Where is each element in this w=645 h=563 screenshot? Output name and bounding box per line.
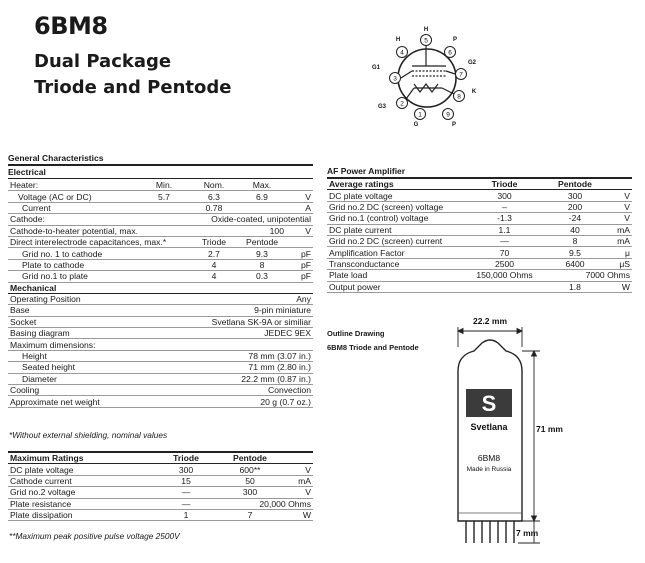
- pin-name: G3: [377, 104, 387, 110]
- c2h-label: Cathode-to-heater potential, max.: [8, 225, 238, 236]
- table-row: [8, 316, 313, 327]
- voltage-unit: V: [286, 191, 313, 202]
- general-footnote: *Without external shielding, nominal values: [9, 430, 168, 440]
- max-ratings-heading: Maximum Ratings: [8, 453, 158, 464]
- voltage-label: Voltage (AC or DC): [8, 191, 138, 202]
- af-amp-table: [327, 179, 632, 293]
- current-label: Current: [8, 202, 138, 213]
- section-electrical-heading: Electrical: [8, 167, 46, 177]
- table-row: [8, 362, 313, 373]
- table-row: [327, 247, 632, 258]
- height-value: 78 mm (3.07 in.): [190, 350, 313, 361]
- pin-name: H: [395, 37, 401, 43]
- outline-heading: Outline Drawing: [327, 329, 385, 338]
- row-pentode: 300: [542, 190, 608, 201]
- table-row: [327, 201, 632, 212]
- cooling-label: Cooling: [8, 385, 190, 396]
- table-row: [8, 464, 313, 475]
- row-unit: V: [286, 464, 313, 475]
- cap1-label: Grid no. 1 to cathode: [8, 248, 190, 259]
- cap1-triode: 2.7: [190, 248, 238, 259]
- cap1-pentode: 9.3: [238, 248, 286, 259]
- row-pentode: 300: [214, 487, 286, 498]
- voltage-max: 6.9: [238, 191, 286, 202]
- row-unit: mA: [286, 475, 313, 486]
- cathode-value: Oxide-coated, unipotential: [138, 214, 313, 225]
- table-row: [327, 235, 632, 246]
- table-row: [8, 385, 313, 396]
- row-triode: 15: [158, 475, 214, 486]
- dim-pins: 7 mm: [516, 528, 539, 538]
- row-triode: —: [158, 498, 214, 509]
- af-sub-label: Average ratings: [327, 179, 467, 190]
- row-label: DC plate current: [327, 224, 467, 235]
- col-min: Min.: [138, 180, 190, 191]
- pin-label: 3: [393, 75, 397, 83]
- seated-label: Seated height: [8, 362, 190, 373]
- table-row: [8, 225, 313, 236]
- outline-subheading: 6BM8 Triode and Pentode: [327, 343, 419, 352]
- voltage-min: 5.7: [138, 191, 190, 202]
- table-row: [8, 339, 313, 350]
- tube-origin: Made in Russia: [466, 466, 512, 473]
- row-label: Plate dissipation: [8, 509, 158, 520]
- current-nom: 0.78: [190, 202, 238, 213]
- row-pentode: 600**: [214, 464, 286, 475]
- row-label: Amplification Factor: [327, 247, 467, 258]
- row-pentode: 7000 Ohms: [542, 270, 632, 281]
- pin-name: G2: [467, 60, 477, 66]
- table-row: [8, 487, 313, 498]
- row-triode: 2500: [467, 258, 542, 269]
- electrical-table: [8, 180, 313, 408]
- table-row: [8, 328, 313, 339]
- col-triode: Triode: [467, 179, 542, 190]
- voltage-nom: 6.3: [190, 191, 238, 202]
- page-title: 6BM8: [34, 12, 108, 40]
- table-row: [327, 270, 632, 281]
- col-pentode: Pentode: [214, 453, 286, 464]
- row-label: Transconductance: [327, 258, 467, 269]
- af-amp-heading: AF Power Amplifier: [327, 166, 406, 176]
- table-row: [8, 202, 313, 213]
- seated-value: 71 mm (2.80 in.): [190, 362, 313, 373]
- row-triode: 1: [158, 509, 214, 520]
- table-row: [8, 180, 313, 191]
- table-row: [8, 475, 313, 486]
- dim-height: 71 mm: [536, 424, 563, 434]
- col-nom: Nom.: [190, 180, 238, 191]
- c2h-unit: V: [286, 225, 313, 236]
- table-row: [8, 453, 313, 464]
- pin-name: P: [452, 37, 458, 43]
- row-label: Plate resistance: [8, 498, 158, 509]
- height-label: Height: [8, 350, 190, 361]
- table-row: [8, 214, 313, 225]
- table-row: [8, 396, 313, 407]
- row-triode: [467, 281, 542, 292]
- table-row: [8, 498, 313, 509]
- row-triode: 300: [158, 464, 214, 475]
- cap1-unit: pF: [286, 248, 313, 259]
- table-row: [327, 179, 632, 190]
- tube-outline-drawing: [430, 313, 570, 559]
- table-row: [8, 282, 313, 293]
- row-unit: V: [608, 190, 632, 201]
- pin-label: 8: [457, 93, 461, 101]
- row-pentode: 8: [542, 235, 608, 246]
- basing-label: Basing diagram: [8, 328, 190, 339]
- table-row: [8, 236, 313, 247]
- table-row: [327, 224, 632, 235]
- row-triode: –: [467, 201, 542, 212]
- row-unit: W: [608, 281, 632, 292]
- table-row: [8, 305, 313, 316]
- row-pentode: 50: [214, 475, 286, 486]
- subtitle-line-1: Dual Package: [34, 51, 172, 72]
- cap2-triode: 4: [190, 259, 238, 270]
- table-row: [327, 258, 632, 269]
- op-label: Operating Position: [8, 293, 190, 304]
- socket-label: Socket: [8, 316, 138, 327]
- cap2-pentode: 8: [238, 259, 286, 270]
- row-unit: V: [286, 487, 313, 498]
- row-label: Grid no.1 (control) voltage: [327, 213, 467, 224]
- heater-label: Heater:: [8, 180, 138, 191]
- pin-name: G1: [371, 65, 381, 71]
- table-row: [8, 271, 313, 282]
- section-mechanical-heading: Mechanical: [8, 282, 313, 293]
- current-unit: A: [286, 202, 313, 213]
- row-pentode: 7: [214, 509, 286, 520]
- row-triode: 70: [467, 247, 542, 258]
- cathode-label: Cathode:: [8, 214, 138, 225]
- cap3-triode: 4: [190, 271, 238, 282]
- table-row: [8, 191, 313, 202]
- pin-name: P: [451, 122, 457, 128]
- pin-label: 6: [448, 49, 452, 57]
- row-unit: mA: [608, 235, 632, 246]
- row-triode: 300: [467, 190, 542, 201]
- weight-value: 20 g (0.7 oz.): [190, 396, 313, 407]
- dic-label: Direct interelectrode capacitances, max.*: [8, 236, 190, 247]
- row-unit: μ: [608, 247, 632, 258]
- dic-triode: Triode: [190, 236, 238, 247]
- brand-name: Svetlana: [470, 422, 508, 432]
- row-pentode: 40: [542, 224, 608, 235]
- c2h-value: 100: [238, 225, 286, 236]
- cap2-unit: pF: [286, 259, 313, 270]
- cooling-value: Convection: [190, 385, 313, 396]
- col-pentode: Pentode: [542, 179, 608, 190]
- row-label: Grid no.2 DC (screen) current: [327, 235, 467, 246]
- pin-name: H: [423, 27, 429, 33]
- row-unit: V: [608, 201, 632, 212]
- row-unit: mA: [608, 224, 632, 235]
- dic-pentode: Pentode: [238, 236, 286, 247]
- tube-model: 6BM8: [477, 453, 501, 463]
- row-label: DC plate voltage: [8, 464, 158, 475]
- op-value: Any: [190, 293, 313, 304]
- row-pentode: -24: [542, 213, 608, 224]
- max-ratings-table: [8, 453, 313, 521]
- row-label: Cathode current: [8, 475, 158, 486]
- pin-label: 4: [400, 49, 404, 57]
- row-triode: —: [467, 235, 542, 246]
- table-row: [8, 293, 313, 304]
- table-row: [8, 373, 313, 384]
- table-row: [8, 259, 313, 270]
- row-pentode: 9.5: [542, 247, 608, 258]
- row-pentode: 6400: [542, 258, 608, 269]
- base-label: Base: [8, 305, 190, 316]
- pin-name: G: [413, 122, 419, 128]
- subtitle-line-2: Triode and Pentode: [34, 77, 232, 98]
- table-row: [8, 509, 313, 520]
- col-max: Max.: [238, 180, 286, 191]
- row-label: Grid no.2 DC (screen) voltage: [327, 201, 467, 212]
- row-triode: -1.3: [467, 213, 542, 224]
- row-label: Grid no.2 voltage: [8, 487, 158, 498]
- max-ratings-footnote: **Maximum peak positive pulse voltage 2500V: [9, 531, 180, 541]
- weight-label: Approximate net weight: [8, 396, 190, 407]
- diam-label: Diameter: [8, 373, 190, 384]
- pin-diagram: [368, 22, 490, 130]
- dims-label: Maximum dimensions:: [8, 339, 313, 350]
- basing-value: JEDEC 9EX: [190, 328, 313, 339]
- row-pentode: 1.8: [542, 281, 608, 292]
- row-triode: 150,000 Ohms: [467, 270, 542, 281]
- row-label: Output power: [327, 281, 467, 292]
- row-unit: W: [286, 509, 313, 520]
- pin-label: 7: [459, 71, 463, 79]
- cap3-pentode: 0.3: [238, 271, 286, 282]
- dim-width: 22.2 mm: [472, 316, 508, 326]
- cap2-label: Plate to cathode: [8, 259, 190, 270]
- row-triode: —: [158, 487, 214, 498]
- cap3-label: Grid no.1 to plate: [8, 271, 190, 282]
- table-row: [8, 350, 313, 361]
- pin-label: 2: [400, 100, 404, 108]
- row-pentode: 20,000 Ohms: [214, 498, 313, 509]
- table-row: [327, 190, 632, 201]
- col-triode: Triode: [158, 453, 214, 464]
- table-row: [8, 248, 313, 259]
- row-triode: 1.1: [467, 224, 542, 235]
- base-value: 9-pin miniature: [190, 305, 313, 316]
- section-general-heading: General Characteristics: [8, 153, 104, 163]
- row-label: Plate load: [327, 270, 467, 281]
- pin-name: K: [471, 89, 477, 95]
- table-row: [327, 213, 632, 224]
- logo-letter: S: [481, 391, 497, 416]
- row-unit: μS: [608, 258, 632, 269]
- row-label: DC plate voltage: [327, 190, 467, 201]
- table-row: [327, 281, 632, 292]
- pin-label: 5: [424, 37, 428, 45]
- pin-label: 9: [446, 111, 450, 119]
- cap3-unit: pF: [286, 271, 313, 282]
- diam-value: 22.2 mm (0.87 in.): [190, 373, 313, 384]
- pin-label: 1: [418, 111, 422, 119]
- row-pentode: 200: [542, 201, 608, 212]
- row-unit: V: [608, 213, 632, 224]
- socket-value: Svetlana SK-9A or similiar: [138, 316, 313, 327]
